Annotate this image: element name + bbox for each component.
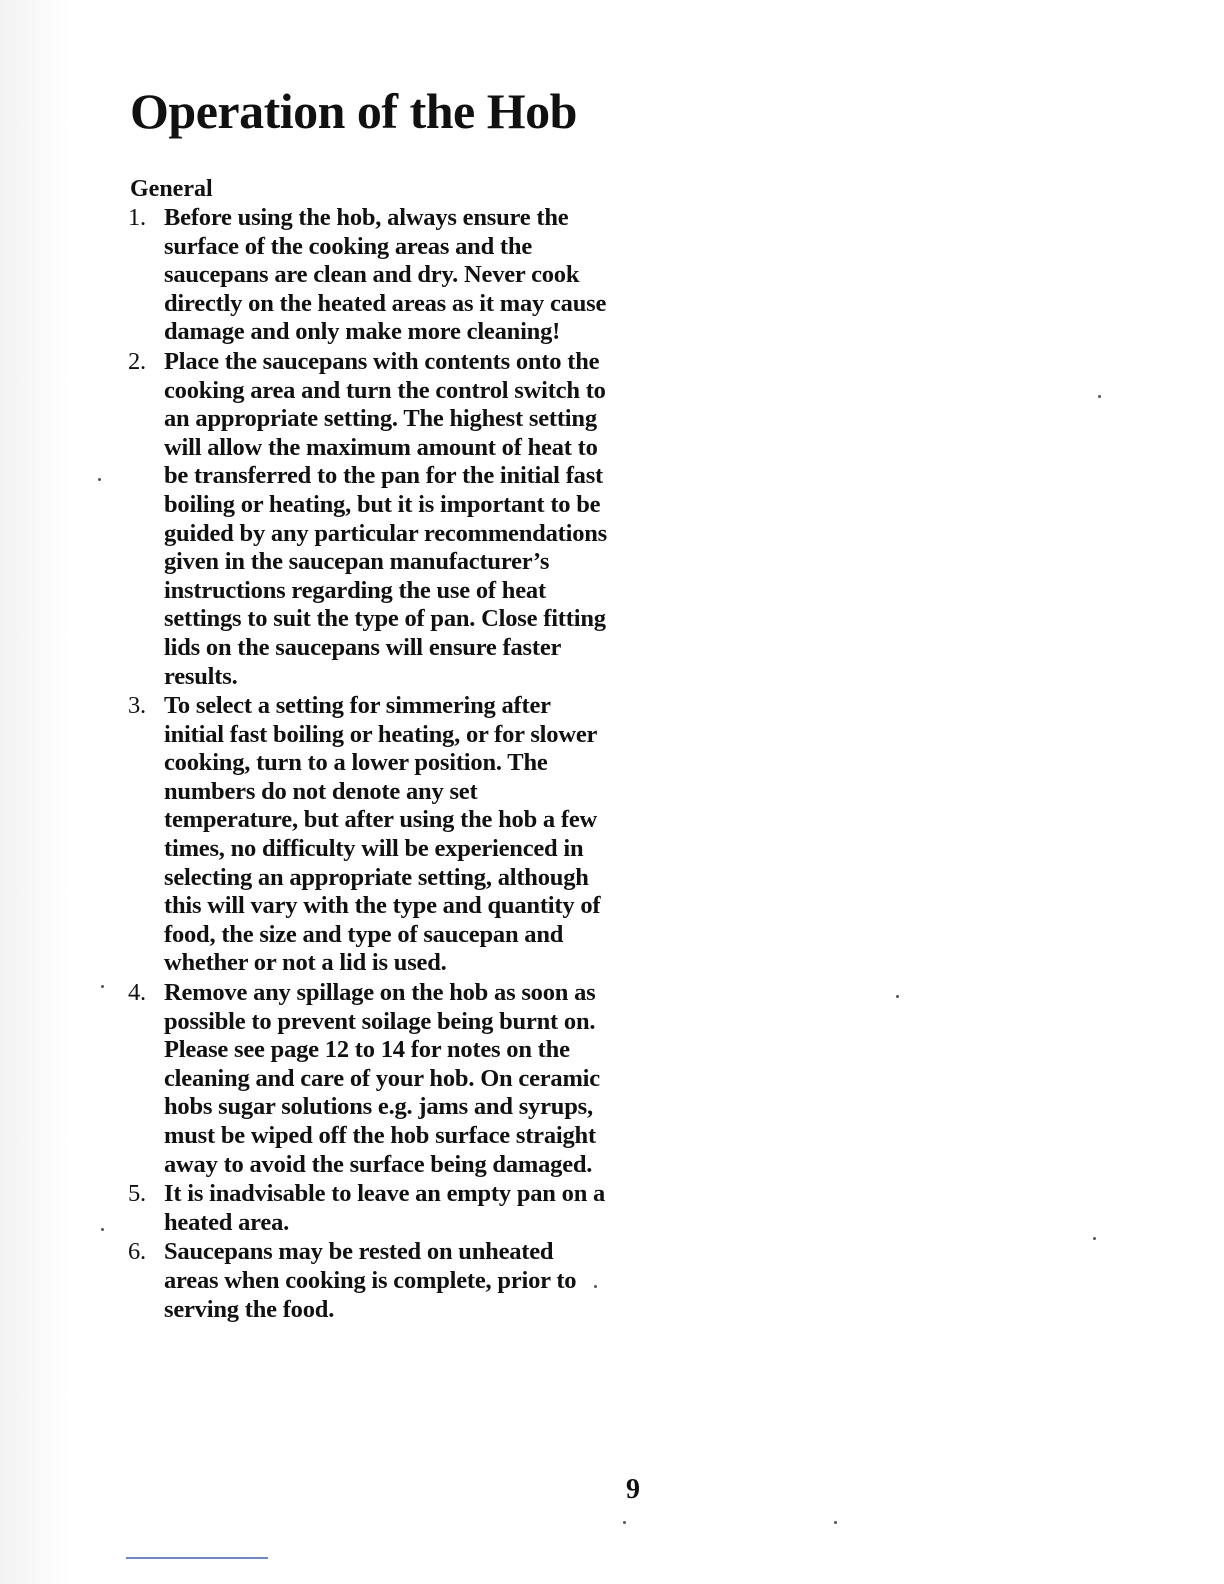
page-title: Operation of the Hob	[130, 83, 577, 139]
list-item	[128, 348, 608, 691]
item-number: 4.	[128, 979, 146, 1007]
scan-speck	[896, 995, 899, 998]
item-text: To select a setting for simmering after initial fast boiling or heating, or for slower cooking, turn to a lower position. The numbers do not denote any set temperature, but after using the hob a few times, no difficulty will be experienced in selecting an appropriate setting, although this will vary with the type and quantity of food, the size and type of saucepan and whether or not a lid is used.	[164, 692, 601, 977]
scan-speck	[1098, 395, 1101, 398]
scan-speck	[98, 478, 101, 481]
scan-speck	[101, 1228, 104, 1231]
scan-speck	[594, 1285, 597, 1288]
instructions-list	[128, 204, 608, 1325]
scan-speck	[623, 1521, 626, 1524]
list-item	[128, 692, 608, 978]
scan-speck	[101, 985, 104, 988]
bottom-rule	[126, 1557, 268, 1559]
item-number: 6.	[128, 1238, 146, 1266]
item-text-part: Remove any spillage on the hob as soon as possible to prevent soilage being burnt on. Please see page 12 to 14 for notes on the cleaning and care of your hob. On ceramic hobs	[164, 979, 600, 1121]
page-number: 9	[626, 1474, 640, 1505]
list-item	[128, 979, 608, 1179]
item-number: 1.	[128, 204, 146, 231]
section-heading: General	[130, 176, 213, 202]
item-text-part: be wiped off the hob surface straight away to avoid the surface being damaged.	[164, 1122, 596, 1178]
item-number: 5.	[128, 1180, 146, 1208]
item-number: 2.	[128, 347, 146, 375]
scan-speck	[1093, 1237, 1096, 1240]
item-text: Before using the hob, always ensure the surface of the cooking areas and the saucepans are clean and dry. Never cook directly on the heated areas as it may cause damage and only make more cleaning!	[164, 204, 607, 346]
scan-speck	[834, 1521, 837, 1524]
item-number: 3.	[128, 692, 146, 720]
list-item	[128, 204, 608, 347]
emphasis-sugar-solutions: sugar solutions	[218, 1093, 372, 1121]
item-text	[164, 979, 608, 1179]
page-edge-shadow	[0, 0, 70, 1584]
item-text: Place the saucepans with contents onto the cooking area and turn the control switch to an appropriate setting. The highest setting will allow the maximum amount of heat to be transferred to the pan for the initial fast boiling or heating, but it is important to be guided by any particular recommendations given in the saucepan manufacturer’s instructions regarding the use of heat settings to suit the type of pan. Close fitting lids on the saucepans will ensure faster results.	[164, 347, 608, 690]
item-text: Saucepans may be rested on unheated areas when cooking is complete, prior to serving the food.	[164, 1238, 577, 1323]
item-text: It is inadvisable to leave an empty pan on a heated area.	[164, 1180, 606, 1236]
emphasis-must: must	[164, 1122, 215, 1149]
list-item	[128, 1238, 608, 1324]
item-text-part: e.g. jams and syrups,	[371, 1093, 593, 1121]
list-item	[128, 1180, 608, 1237]
